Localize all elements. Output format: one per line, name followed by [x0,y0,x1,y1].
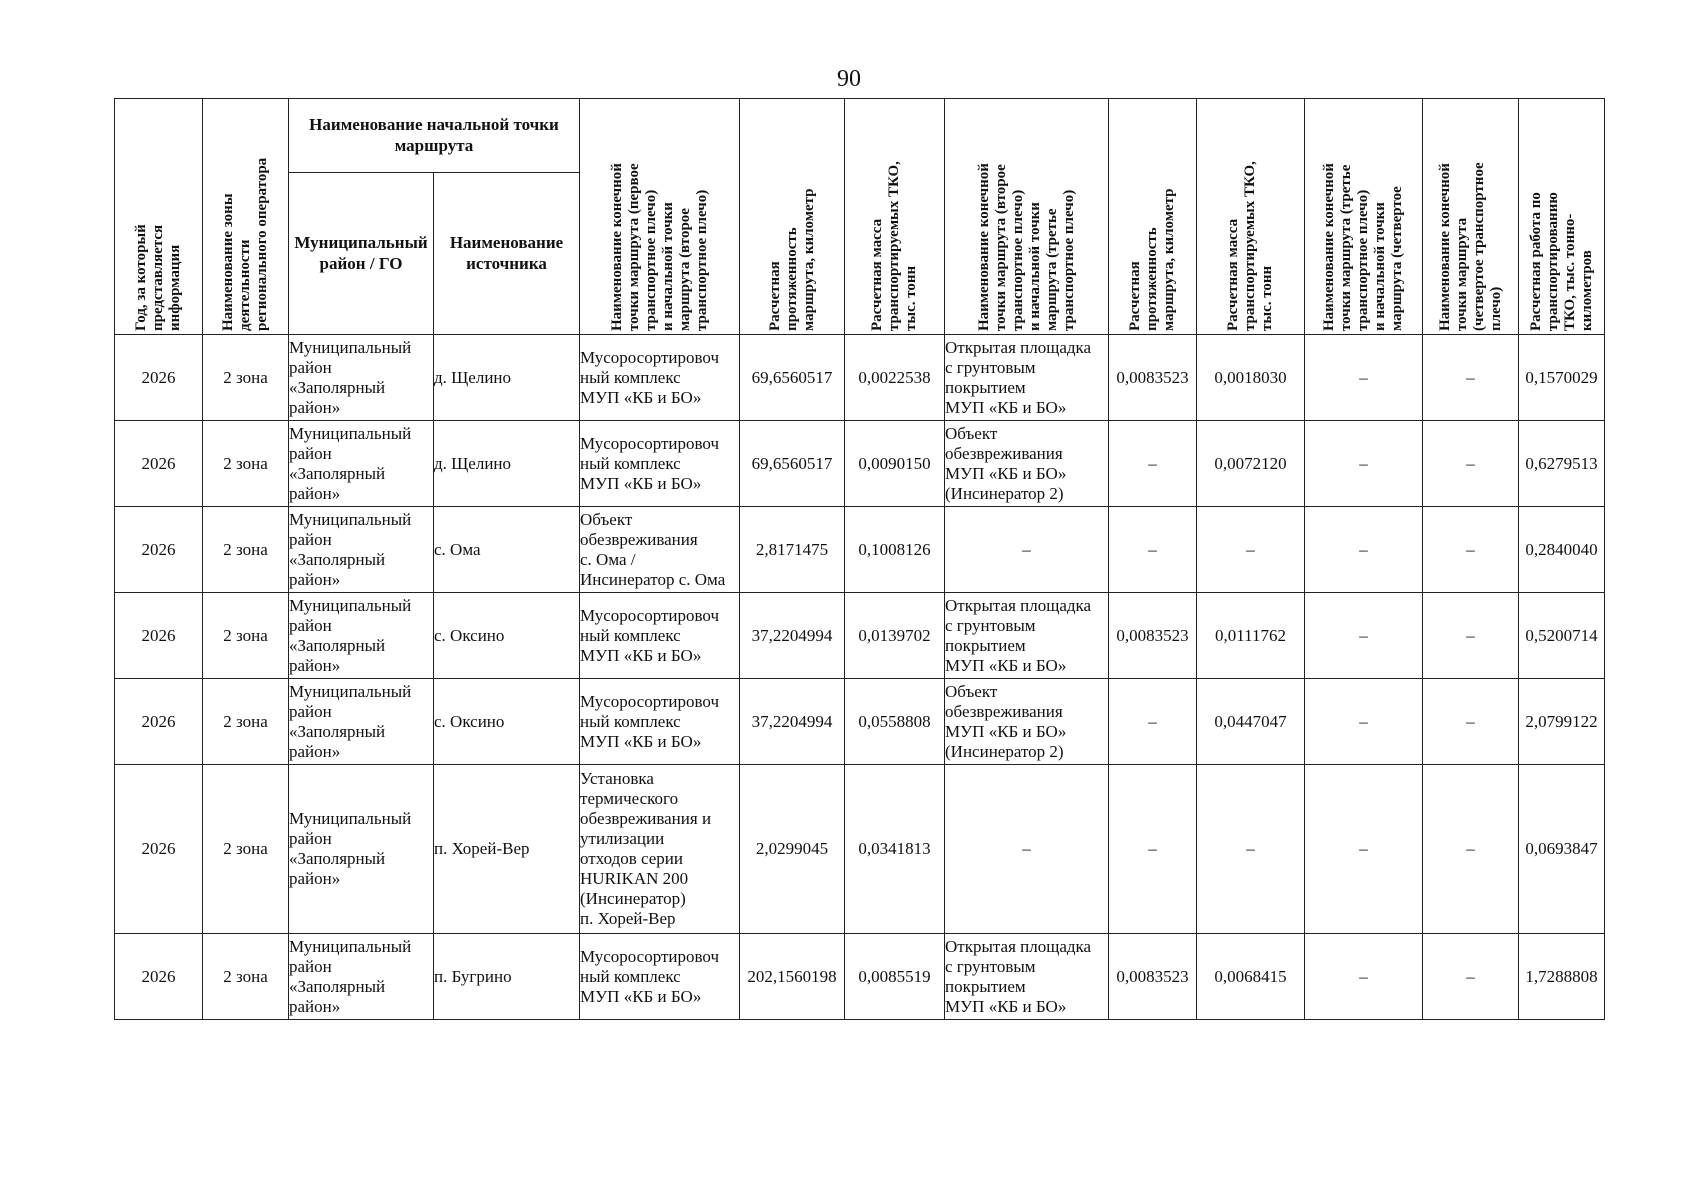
cell-end-point-1-line: Инсинератор с. Ома [580,569,726,589]
header-zone [203,99,289,335]
cell-municipal-line: район [289,956,332,976]
header-line: и начальной точки [659,202,676,331]
header-line: протяженность [783,227,800,331]
cell-municipal-line: район [289,829,332,848]
cell-zone: 2 зона [203,934,289,1020]
cell-mass-2: – [1197,507,1305,593]
cell-mass-1: 0,0090150 [845,421,945,507]
cell-municipal-line: район [289,615,332,635]
cell-mass-1: 0,0558808 [845,679,945,765]
header-mass-1 [845,99,945,335]
cell-end-point-1-line: с. Ома / [580,549,636,569]
cell-end-point-1-line: МУП «КБ и БО» [580,473,702,493]
header-end-point-3 [1305,99,1423,335]
cell-mass-2: 0,0018030 [1197,335,1305,421]
header-line: представляется [150,224,166,331]
cell-mass-2: 0,0111762 [1197,593,1305,679]
header-line: протяженность [1144,227,1161,331]
cell-municipal-line: «Заполярный [289,549,386,569]
cell-end-point-2-line: с грунтовым [945,615,1036,635]
cell-end-point-1-line: Мусоросортировоч [580,691,720,711]
table-row [115,421,1605,507]
cell-source: п. Бугрино [434,934,580,1020]
cell-end-point-2-line: МУП «КБ и БО» [945,721,1067,741]
cell-end-point-2-line: Объект [945,681,998,701]
cell-end-point-1-line: ный комплекс [580,625,681,645]
header-end-point-2 [945,99,1109,335]
cell-mass-2: 0,0072120 [1197,421,1305,507]
cell-zone: 2 зона [203,421,289,507]
cell-end-point-4: – [1423,593,1519,679]
cell-end-point-2-line: с грунтовым [945,357,1036,377]
cell-year: 2026 [115,421,203,507]
cell-end-point-4: – [1423,765,1519,934]
cell-zone: 2 зона [203,507,289,593]
table-row [115,934,1605,1020]
header-line: регионального оператора [254,157,270,331]
cell-zone: 2 зона [203,765,289,934]
header-line: Расчетная масса [1225,218,1242,331]
cell-end-point-3: – [1305,679,1423,765]
cell-year: 2026 [115,765,203,934]
cell-end-point-1-line: Мусоросортировоч [580,946,720,966]
header-line: тыс. тонн [1259,265,1276,331]
cell-work: 0,0693847 [1519,765,1605,934]
cell-end-point-1 [580,507,740,593]
cell-source: п. Хорей-Вер [434,765,580,934]
cell-mass-1: 0,0341813 [845,765,945,934]
cell-end-point-1 [580,421,740,507]
table-row [115,335,1605,421]
cell-end-point-1-line: ный комплекс [580,711,681,731]
cell-length-2: – [1109,765,1197,934]
cell-mass-2: 0,0447047 [1197,679,1305,765]
cell-source: д. Щелино [434,335,580,421]
cell-municipal [289,765,434,934]
cell-municipal-line: район» [289,869,341,888]
cell-mass-2: – [1197,765,1305,934]
cell-length-1: 202,1560198 [740,934,845,1020]
cell-municipal-line: район» [289,655,341,675]
cell-end-point-2-line: с грунтовым [945,956,1036,976]
cell-length-1: 2,8171475 [740,507,845,593]
cell-year: 2026 [115,335,203,421]
cell-end-point-2 [945,335,1109,421]
header-line: Расчетная работа по [1527,192,1544,331]
header-line: деятельности [237,239,253,331]
cell-end-point-2 [945,507,1109,593]
cell-end-point-2-line: обезвреживания [945,701,1063,721]
cell-mass-2: 0,0068415 [1197,934,1305,1020]
header-line: Расчетная [1127,261,1144,331]
cell-municipal-line: район» [289,483,341,503]
cell-municipal-line: район [289,701,332,721]
cell-end-point-1-line: МУП «КБ и БО» [580,986,702,1006]
cell-municipal-line: «Заполярный [289,635,386,655]
cell-end-point-4: – [1423,421,1519,507]
cell-length-2: – [1109,421,1197,507]
header-line: Наименование зоны [220,193,236,331]
cell-end-point-2-line: (Инсинератор 2) [945,741,1064,761]
header-line: маршрута, километр [1161,188,1178,331]
cell-zone: 2 зона [203,593,289,679]
cell-end-point-1-line: утилизации [580,829,665,848]
header-line: Наименование конечной [1436,163,1453,331]
cell-mass-1: 0,0085519 [845,934,945,1020]
cell-mass-1: 0,0022538 [845,335,945,421]
table-body [115,335,1605,1020]
cell-length-1: 37,2204994 [740,679,845,765]
cell-end-point-1-line: ный комплекс [580,453,681,473]
cell-municipal [289,593,434,679]
cell-work: 0,6279513 [1519,421,1605,507]
header-length-2 [1109,99,1197,335]
header-line: и начальной точки [1372,202,1389,331]
cell-work: 0,2840040 [1519,507,1605,593]
header-end-point-4 [1423,99,1519,335]
cell-end-point-1-line: (Инсинератор) [580,889,686,908]
cell-source: с. Оксино [434,593,580,679]
cell-municipal-line: район [289,529,332,549]
header-mass-2 [1197,99,1305,335]
cell-end-point-3: – [1305,421,1423,507]
page-number: 90 [837,66,861,92]
cell-municipal-line: район» [289,569,341,589]
cell-end-point-2-line: покрытием [945,377,1026,397]
cell-municipal-line: район» [289,741,341,761]
cell-end-point-2-line: (Инсинератор 2) [945,483,1064,503]
header-line: маршрута (третье [1043,208,1060,331]
cell-end-point-1 [580,679,740,765]
cell-length-2: 0,0083523 [1109,934,1197,1020]
cell-end-point-1-line: МУП «КБ и БО» [580,645,702,665]
routes-table [114,98,1605,1020]
cell-municipal [289,934,434,1020]
cell-end-point-1-line: термического [580,789,679,808]
cell-end-point-3: – [1305,335,1423,421]
cell-end-point-2-line: обезвреживания [945,443,1063,463]
header-line: Наименование конечной [1321,163,1338,331]
header-line: точки маршрута (первое [625,163,642,331]
cell-end-point-2-line: МУП «КБ и БО» [945,996,1067,1016]
cell-municipal-line: «Заполярный [289,463,386,483]
cell-work: 0,1570029 [1519,335,1605,421]
cell-end-point-2-line: МУП «КБ и БО» [945,463,1067,483]
cell-end-point-4: – [1423,335,1519,421]
cell-end-point-1-line: Установка [580,769,654,788]
table-row [115,507,1605,593]
cell-source: с. Оксино [434,679,580,765]
cell-end-point-3: – [1305,593,1423,679]
cell-length-2: 0,0083523 [1109,335,1197,421]
cell-municipal-line: «Заполярный [289,849,386,868]
cell-end-point-2-line: Открытая площадка [945,936,1092,956]
cell-end-point-1-line: отходов серии [580,849,684,868]
header-year [115,99,203,335]
header-line: и начальной точки [1026,202,1043,331]
cell-work: 2,0799122 [1519,679,1605,765]
cell-length-1: 37,2204994 [740,593,845,679]
cell-zone: 2 зона [203,679,289,765]
header-end-point-1 [580,99,740,335]
cell-municipal-line: Муниципальный [289,337,412,357]
cell-work: 0,5200714 [1519,593,1605,679]
table-row [115,679,1605,765]
cell-municipal [289,507,434,593]
header-line: маршрута (второе [676,208,693,331]
cell-source: д. Щелино [434,421,580,507]
cell-municipal-line: район [289,443,332,463]
cell-municipal-line: район» [289,996,341,1016]
header-line: транспортное плечо) [1355,189,1372,331]
header-line: точки маршрута (третье [1338,164,1355,331]
header-line: транспортируемых ТКО, [886,161,903,331]
header-line: Наименование конечной [608,163,625,331]
header-line: точки маршрута (второе [992,164,1009,331]
header-work [1519,99,1605,335]
cell-work: 1,7288808 [1519,934,1605,1020]
cell-length-1: 69,6560517 [740,421,845,507]
cell-end-point-3: – [1305,934,1423,1020]
header-line: километров [1578,250,1595,331]
header-line: транспортированию [1544,192,1561,331]
cell-end-point-4: – [1423,507,1519,593]
header-source: Наименование источника [434,172,580,334]
cell-end-point-4: – [1423,679,1519,765]
cell-length-2: – [1109,679,1197,765]
cell-zone: 2 зона [203,335,289,421]
cell-end-point-1-line: обезвреживания [580,529,698,549]
cell-end-point-1-line: ный комплекс [580,966,681,986]
cell-length-1: 2,0299045 [740,765,845,934]
cell-end-point-1-line: Мусоросортировоч [580,347,720,367]
header-municipal: Муниципальный район / ГО [289,172,434,334]
header-line: маршрута, километр [800,188,817,331]
cell-mass-1: 0,0139702 [845,593,945,679]
header-line: Год, за который [133,224,149,331]
cell-end-point-2-line: покрытием [945,635,1026,655]
header-line: транспортное плечо) [1009,189,1026,331]
cell-end-point-2-line: покрытием [945,976,1026,996]
cell-end-point-2-line: – [1022,839,1031,858]
header-line: плечо) [1487,286,1504,331]
cell-source: с. Ома [434,507,580,593]
cell-year: 2026 [115,934,203,1020]
cell-end-point-3: – [1305,765,1423,934]
cell-end-point-1-line: HURIKAN 200 [580,869,689,888]
header-line: транспортное плечо) [693,189,710,331]
cell-year: 2026 [115,679,203,765]
cell-municipal-line: «Заполярный [289,976,386,996]
cell-municipal-line: район [289,357,332,377]
cell-end-point-3: – [1305,507,1423,593]
cell-municipal [289,335,434,421]
cell-end-point-1-line: п. Хорей-Вер [580,909,676,928]
cell-end-point-2 [945,421,1109,507]
header-length-1 [740,99,845,335]
cell-end-point-2-line: МУП «КБ и БО» [945,397,1067,417]
cell-municipal-line: «Заполярный [289,721,386,741]
cell-end-point-1 [580,934,740,1020]
cell-end-point-1-line: Мусоросортировоч [580,433,720,453]
cell-end-point-1-line: Мусоросортировоч [580,605,720,625]
header-start-point: Наименование начальной точки маршрута [289,99,580,173]
cell-end-point-1-line: Объект [580,509,633,529]
cell-municipal-line: Муниципальный [289,681,412,701]
cell-municipal-line: Муниципальный [289,809,412,828]
cell-end-point-1-line: МУП «КБ и БО» [580,387,702,407]
cell-mass-1: 0,1008126 [845,507,945,593]
header-line: информация [167,244,183,331]
header-line: Расчетная масса [869,218,886,331]
cell-end-point-2 [945,765,1109,934]
cell-length-1: 69,6560517 [740,335,845,421]
cell-end-point-2 [945,593,1109,679]
header-line: тыс. тонн [903,265,920,331]
cell-year: 2026 [115,593,203,679]
cell-end-point-2-line: – [1022,539,1031,559]
table-row [115,765,1605,934]
cell-end-point-1 [580,593,740,679]
header-line: точки маршрута [1453,217,1470,331]
header-line: ТКО, тыс. тонно- [1561,213,1578,331]
cell-length-2: 0,0083523 [1109,593,1197,679]
cell-municipal [289,679,434,765]
header-line: транспортное плечо) [1060,189,1077,331]
cell-end-point-2-line: Открытая площадка [945,595,1092,615]
cell-municipal-line: «Заполярный [289,377,386,397]
cell-end-point-1 [580,335,740,421]
cell-municipal-line: район» [289,397,341,417]
cell-end-point-2-line: Открытая площадка [945,337,1092,357]
header-line: маршрута (четвертое [1389,186,1406,331]
cell-municipal-line: Муниципальный [289,595,412,615]
cell-end-point-2 [945,934,1109,1020]
header-line: транспортируемых ТКО, [1242,161,1259,331]
cell-year: 2026 [115,507,203,593]
table-row [115,593,1605,679]
cell-end-point-1-line: МУП «КБ и БО» [580,731,702,751]
header-line: Расчетная [766,261,783,331]
cell-end-point-1-line: ный комплекс [580,367,681,387]
header-line: транспортное плечо) [642,189,659,331]
cell-end-point-2-line: Объект [945,423,998,443]
cell-municipal [289,421,434,507]
header-line: (четвертое транспортное [1470,162,1487,331]
cell-end-point-1 [580,765,740,934]
cell-municipal-line: Муниципальный [289,509,412,529]
cell-municipal-line: Муниципальный [289,423,412,443]
header-line: Наименование конечной [975,163,992,331]
cell-end-point-4: – [1423,934,1519,1020]
cell-length-2: – [1109,507,1197,593]
cell-municipal-line: Муниципальный [289,936,412,956]
cell-end-point-1-line: обезвреживания и [580,809,712,828]
table-header [115,99,1605,335]
cell-end-point-2-line: МУП «КБ и БО» [945,655,1067,675]
cell-end-point-2 [945,679,1109,765]
